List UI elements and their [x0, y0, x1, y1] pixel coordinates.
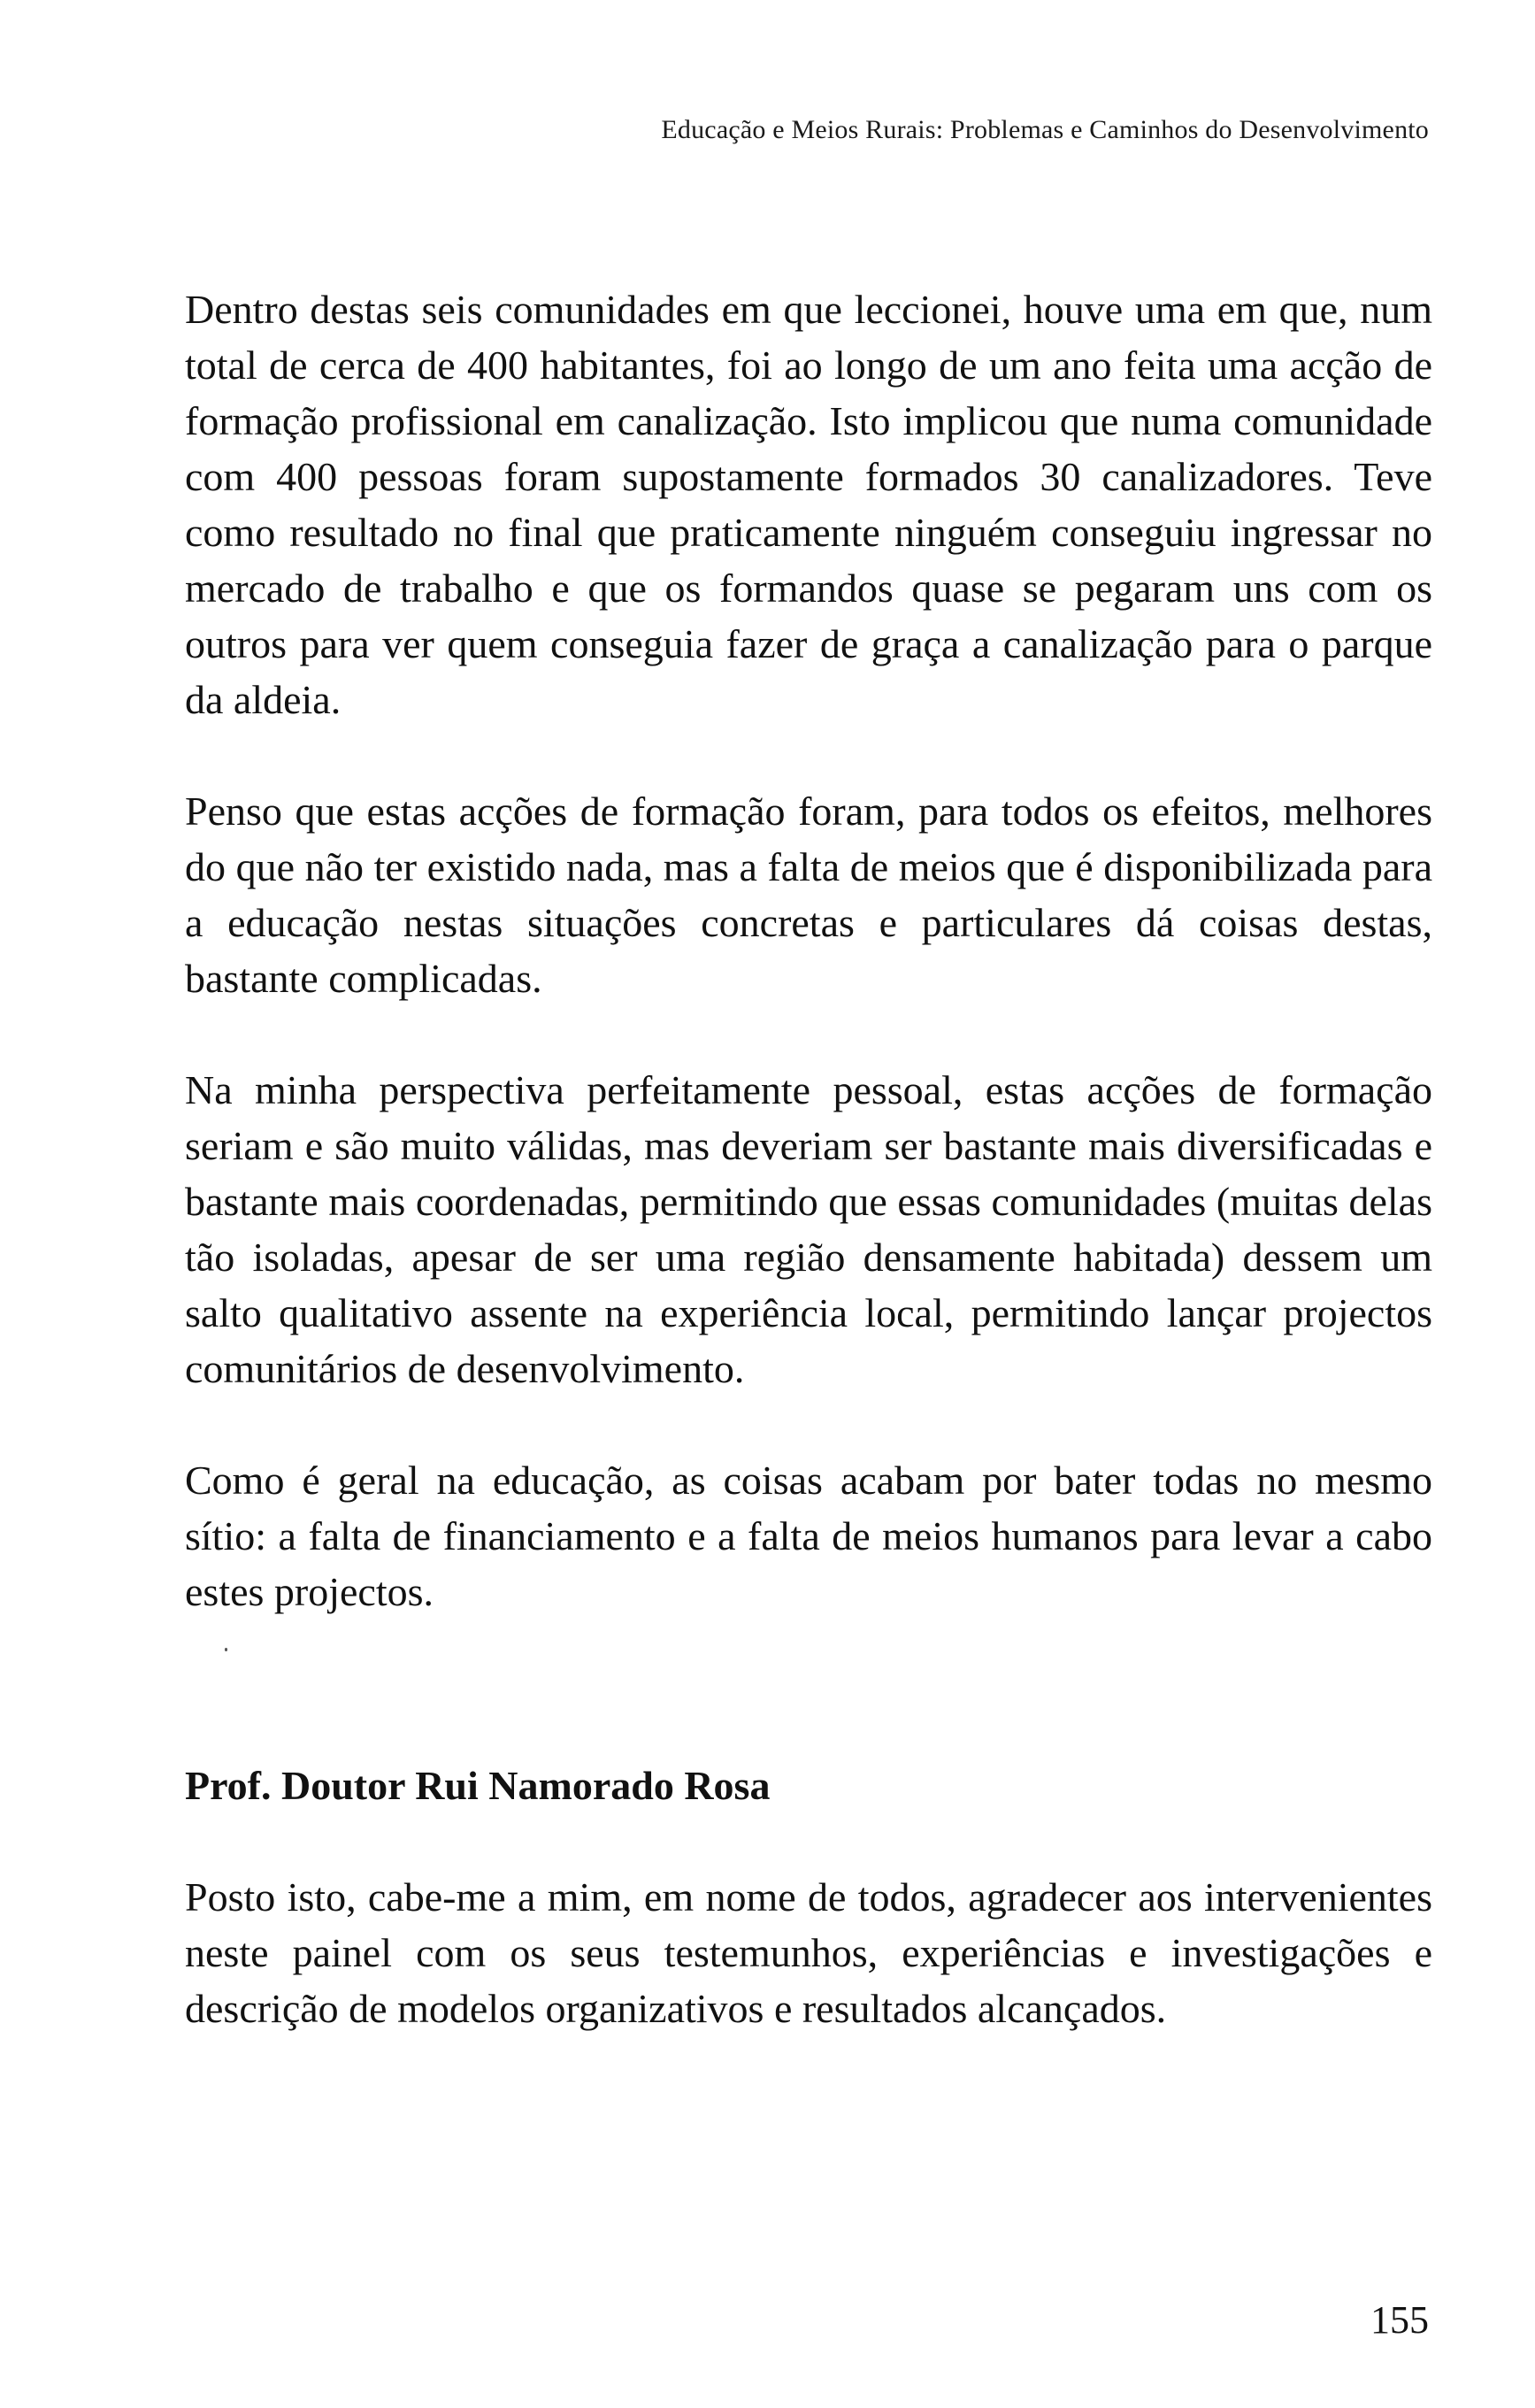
speaker-heading: Prof. Doutor Rui Namorado Rosa [185, 1763, 771, 1808]
paragraph-5: Posto isto, cabe-me a mim, em nome de todos, agradecer aos intervenientes neste painel com os seus testemunhos, experiências e investigações e descrição de modelos organizativos e resultados alcançados. [185, 1874, 1432, 2031]
page-number: 155 [1370, 2298, 1429, 2342]
running-header: Educação e Meios Rurais: Problemas e Caminhos do Desenvolvimento [661, 115, 1429, 144]
paragraph-3: Na minha perspectiva perfeitamente pessoal, estas acções de formação seriam e são muito válidas, mas deveriam ser bastante mais diversificadas e bastante mais coordenadas, permitindo que essas comunidades (muitas delas tão isoladas, apesar de ser uma região densamente habitada) dessem um salto qualitativo assente na experiência local, permitindo lançar projectos comunitários de desenvolvimento. [185, 1067, 1432, 1391]
scan-speck [225, 1648, 227, 1651]
page-body [185, 281, 1432, 2036]
paragraph-2: Penso que estas acções de formação foram, para todos os efeitos, melhores do que não ter existido nada, mas a falta de meios que é disponibilizada para a educação nestas situações concretas e particulares dá coisas destas, bastante complicadas. [185, 789, 1432, 1001]
paragraph-1: Dentro destas seis comunidades em que leccionei, houve uma em que, num total de cerca de 400 habitantes, foi ao longo de um ano feita uma acção de formação profissional em canalização. Isto implicou que numa comunidade com 400 pessoas foram supostamente formados 30 canalizadores. Teve como resultado no final que praticamente ninguém conseguiu ingressar no mercado de trabalho e que os formandos quase se pegaram uns com os outros para ver quem conseguia fazer de graça a canalização para o parque da aldeia. [185, 287, 1432, 722]
paragraph-4: Como é geral na educação, as coisas acabam por bater todas no mesmo sítio: a falta de financiamento e a falta de meios humanos para levar a cabo estes projectos. [185, 1458, 1432, 1614]
